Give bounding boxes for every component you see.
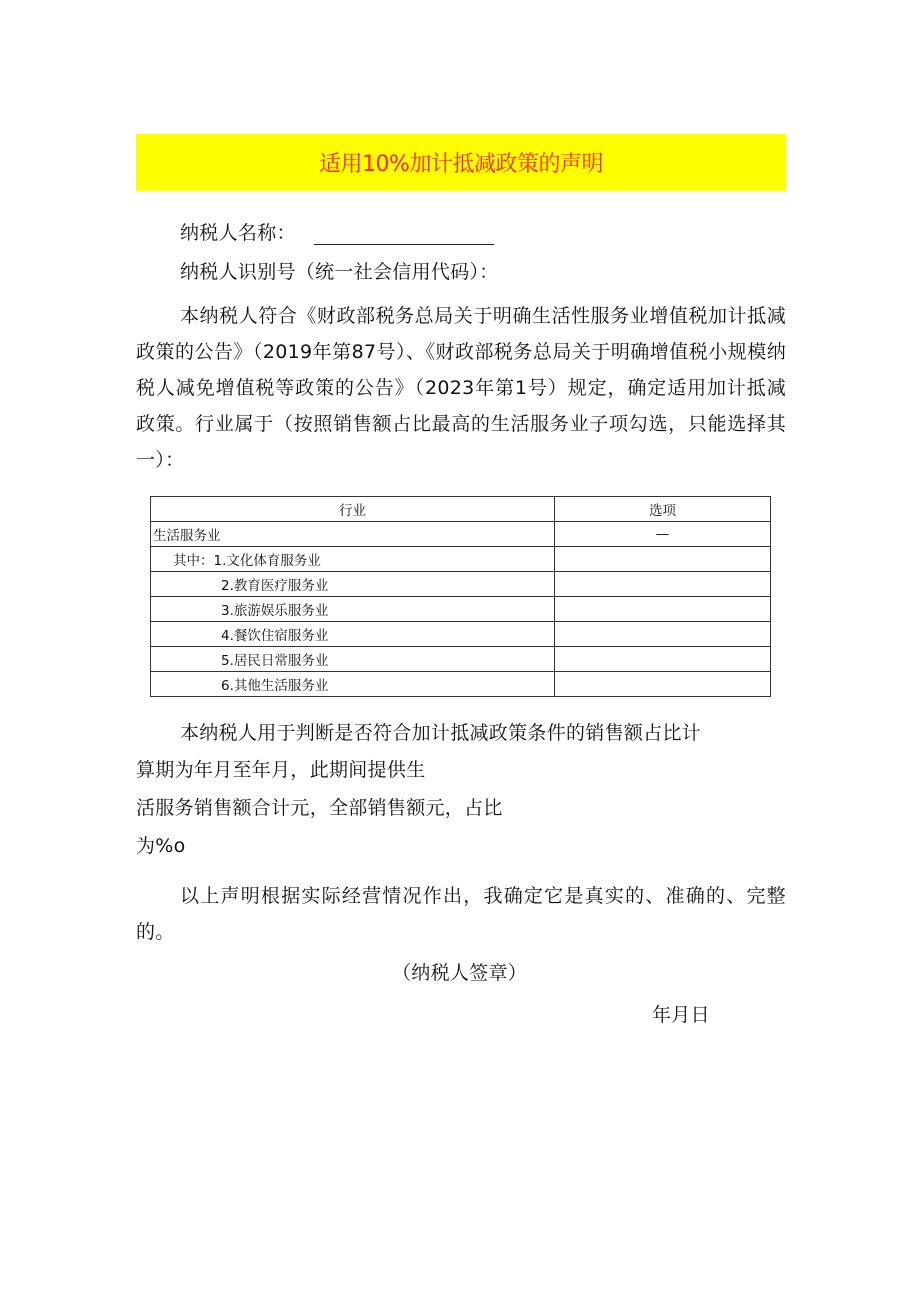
industry-table [150,496,771,697]
option-checkbox-cell[interactable] [555,547,771,572]
declaration-paragraph-2-line-2: 算期为年月至年月，此期间提供生 [136,759,426,781]
header-option: 选项 [555,497,771,522]
industry-cell: 6.其他生活服务业 [151,672,555,697]
taxpayer-id-label: 纳税人识别号（统一社会信用代码）： [180,261,499,283]
industry-cell: 2.教育医疗服务业 [151,572,555,597]
option-checkbox-cell[interactable] [555,647,771,672]
industry-cell: 其中：1.文化体育服务业 [151,547,555,572]
option-checkbox-cell[interactable] [555,622,771,647]
declaration-paragraph-3: 以上声明根据实际经营情况作出，我确定它是真实的、准确的、完整的。 [136,885,786,943]
document-title: 适用10%加计抵减政策的声明 [319,152,603,177]
table-row [151,522,771,547]
option-checkbox-cell[interactable] [555,597,771,622]
table-row [151,622,771,647]
date-label: 年月日 [652,1004,710,1026]
industry-cell: 生活服务业 [151,522,555,547]
table-row [151,597,771,622]
declaration-paragraph-2-line-1: 本纳税人用于判断是否符合加计抵减政策条件的销售额占比计 [180,722,702,744]
option-cell: — [555,522,771,547]
table-header-row [151,497,771,522]
table-row [151,572,771,597]
signature-label: （纳税人签章） [392,962,528,984]
industry-cell: 3.旅游娱乐服务业 [151,597,555,622]
option-checkbox-cell[interactable] [555,672,771,697]
industry-cell: 5.居民日常服务业 [151,647,555,672]
declaration-paragraph-2-line-3: 活服务销售额合计元，全部销售额元，占比 [136,797,503,819]
taxpayer-name-label: 纳税人名称： [180,222,296,244]
table-row [151,672,771,697]
taxpayer-name-row [180,218,494,245]
taxpayer-name-blank[interactable] [314,226,494,245]
table-row [151,647,771,672]
industry-cell: 4.餐饮住宿服务业 [151,622,555,647]
table-row [151,547,771,572]
title-banner [136,134,786,191]
header-industry: 行业 [151,497,555,522]
declaration-paragraph-1: 本纳税人符合《财政部税务总局关于明确生活性服务业增值税加计抵减政策的公告》（2019年第87号）、《财政部税务总局关于明确增值税小规模纳税人减免增值税等政策的公告》（2023年第1号）规定，确定适用加计抵减政策。行业属于（按照销售额占比最高的生活服务业子项勾选，只能选择其一）： [136,305,786,471]
declaration-paragraph-2-line-4: 为%o [136,835,186,857]
option-checkbox-cell[interactable] [555,572,771,597]
